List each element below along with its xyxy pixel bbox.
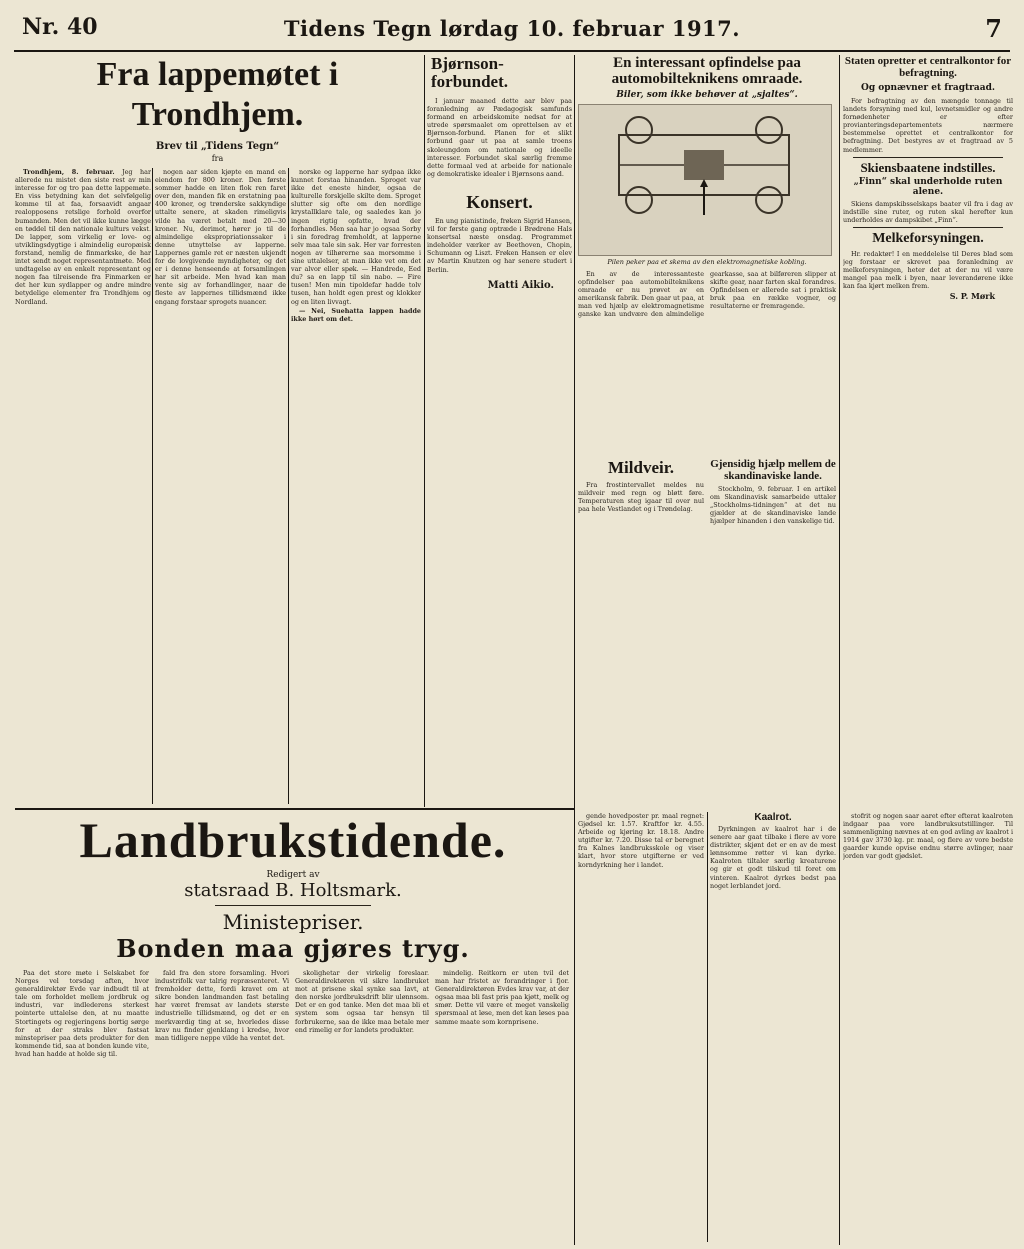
masthead <box>0 14 1024 48</box>
letter-from: fra <box>211 154 224 163</box>
lappemotet-column-1 <box>15 168 151 806</box>
melk-text: Hr. redaktør! I en meddelelse til Deres blad som jeg forstaar er skrevet paa foranledning av melkeforsyningen, heter det at der nu vil være mangel paa melk i byen, naar leverandørene ikke kan faa kjørt melken frem. <box>843 249 1013 291</box>
column-rule <box>707 812 708 1242</box>
column-rule <box>574 55 575 1245</box>
lappemotet-headline: Fra lappemøtet i Trondhjem. <box>96 56 339 133</box>
landbruk-text-4: mindelig. Reitkorn er uten tvil det man har fristet av forandringer i fjor. Generaldirektøren Evdes krav var, at der ogsaa maa bli fast pris paa kjøtt, melk og smør. Dette vil være et meget vanskelig spørsmaal at løse, men det kan løses paa samme maate som kornprisene. <box>435 969 569 1026</box>
column-rule <box>839 55 840 1245</box>
skiens-headline: Skiensbaatene indstilles. <box>860 159 996 175</box>
divider <box>215 905 371 906</box>
divider <box>853 157 1003 158</box>
landbruk-editor: statsraad B. Holtsmark. <box>184 880 402 901</box>
auto-chassis-diagram <box>578 104 832 256</box>
lappemotet-column-2 <box>155 168 286 806</box>
staten-subhead: Og opnævner et fragtraad. <box>861 83 995 93</box>
auto-subhead: Biler, som ikke behøver at „sjaltes“. <box>616 90 798 100</box>
melk-headline: Melkeforsyningen. <box>872 230 984 246</box>
hjelp-headline: Gjensidig hjælp mellem de skandinaviske lande. <box>710 458 836 482</box>
issue-number: Nr. 40 <box>22 14 98 40</box>
landbruk-text-5: gende hovedposter pr. maal regnet: Gjødsel kr. 1.57. Kraftfor kr. 4.55. Arbeide og kjøring kr. 18.18. Andre utgifter kr. 7.20. Disse tal er beregnet fra Kalnes landbruksskole og viser klart, hvor store utgifterne er ved korndyrkning her i landet. <box>578 812 704 869</box>
melk-signature: S. P. Mørk <box>949 291 995 302</box>
auto-headline: En interessant opfindelse paa automobilteknikens omraade. <box>611 55 803 87</box>
lappemotet-endquote: — Nei, Suehatta lappen hadde ikke hørt om det. <box>291 306 421 323</box>
column-rule <box>152 168 153 804</box>
landbruk-column-5 <box>578 812 704 1242</box>
konsert-text: En ung pianistinde, frøken Sigrid Hansen, vil for første gang optræde i Brødrene Hals konsertsal næste onsdag. Programmet indeholder værker av Beethoven, Chopin, Schumann og Liszt. Frøken Hansen er elev av Martin Knutzen og har senere studert i Berlin. <box>427 216 572 274</box>
kaalrot-text: Dyrkningen av kaalrot har i de senere aar gaat tilbake i flere av vore distrikter, skjønt det er en av de mest lønnsomme røtter vi kan dyrke. Kaalroten tiltaler særlig kreaturene og gir et godt tilskud til foret om vinteren. Kaalrot dyrkes bedst paa noget lerblandet jord. <box>710 825 836 890</box>
landbruk-edited-by: Redigert av <box>266 870 320 880</box>
lappemotet-text-2: nogen aar siden kjøpte en mand en eiendom for 800 kroner. Den første sommer hadde en liten flok ren faret over den, manden fik en erstatning paa 400 kroner, og trønderske sakkyndige uttalte senere, at skaden rimeligvis vilde ha været betalt med 20—30 kroner. Nu, derimot, hører jo til de almindelige ekspropriationssaker i denne utnyttelse av lapperne. Lappernes gamle ret er næsten ukjendt for de lovgivende myndigheter, og det er i denne henseende at forsamlingen har sit arbeide. Men hvad kan man vente sig av forhandlinger, naar de fleste av lappernes tillidsmænd ikke engang forstaar sprogets nuancer. <box>155 168 286 306</box>
page-number: 7 <box>985 14 1002 43</box>
skiens-text: Skiens dampskibsselskaps baater vil fra i dag av indstille sine ruter, og ruten skal herefter kun underholdes av dampskibet „Finn“. <box>843 199 1013 224</box>
lappemotet-header <box>15 55 420 165</box>
bjornson-article <box>427 55 572 805</box>
landbruk-section <box>15 812 571 1247</box>
letter-to: Brev til „Tidens Tegn“ <box>155 141 280 152</box>
bjornson-headline: Bjørnson-forbundet. <box>431 55 508 91</box>
masthead-rule <box>14 50 1010 52</box>
landbruk-column-7 <box>843 812 1013 1242</box>
column-rule <box>288 168 289 804</box>
mildveir-headline: Mildveir. <box>608 458 674 477</box>
landbruk-text-2: fald fra den store forsamling. Hvori industrifolk var talrig repræsenteret. Vi fremholder dette, fordi kravet om at sikre bonden landmanden fast betaling har været fremsat av landets største industrielle tillidsmænd, og det er en merkværdig ting at se, hvorledes disse krav nu finder gjenklang i kredse, hvor man tidligere neppe vilde ha ventet det. <box>155 969 289 1042</box>
lappemotet-text-1: Jeg har allerede nu mistet den siste rest av min interesse for og tro paa dette lappemøte. En viss betydning kan det selvfølgelig komme til at faa, forsaavidt angaar realopposens retslige forhold overfor bumanden. Men det vil ikke kunne lægge en tøddel til den nationale kulturs vekst. De lapper, som virkelig er love- og utviklingsdygtige i almindelig europæisk forstand, nemlig de finmarkske, de har intet sendt noget representantmøte. Med undtagelse av en enkelt representant og nogen faa tilreisende fra Finmarken er det her kun sydlapper og andre mindre betydelige elementer fra Trondhjem og Nordland. <box>15 168 151 306</box>
bjornson-text: I januar maaned dette aar blev paa foranledning av Pædagogisk samfunds formand en arbeidskomite nedsat for at utrede spørsmaalet om oprettelsen av et Bjørnson-forbund. Planen for et slikt forbund gaar ut paa at samle troens skoleungdom om nationale og ideelle interesser. Forbundet skal særlig fremme dette formaal ved at arbeide for nationale og demokratiske idealer i Bjørnsons aand. <box>427 97 572 178</box>
lappemotet-text-3: norske og lapperne har sydpaa ikke kunnet forstaa hinanden. Sproget var ikke det eneste hinder, ogsaa de kulturelle forskjelle skilte dem. Sproget slutter sig ofte om den nordlige krystallklare tale, og saaledes kan jo ingen rigtig opfatte, hvad der forhandles. Men saa har jo ogsaa Sorby i sin foredrag fremholdt, at lapperne selv maa tale sin sak. Her var forresten nogen av tilhørerne saa morsomme i sine uttalelser, at man ikke vet om det var alvor eller spøk. — Handrede, Eed du? sa en lapp til sin nabo. — Fire tusen! Men min tipoldefar hadde tolv tusen, han holdt egen prest og klokker og en liten livvagt. <box>291 168 421 306</box>
auto-caption: Pilen peker paa et skema av den elektromagnetiske kobling. <box>607 258 807 266</box>
minister-headline: Ministepriser. <box>222 910 364 934</box>
konsert-headline: Konsert. <box>466 191 533 212</box>
column-rule <box>424 55 425 807</box>
landbruk-headline: Landbrukstidende. <box>79 812 507 868</box>
section-rule <box>15 808 574 810</box>
landbruk-text-3: skolighetar der virkelig foreslaar. Generaldirektøren vil sikre landbruket mot at prisene skal synke saa lavt, at den norske jordbruksdrift blir ulønnsom. Det er en god tanke. Men det maa bli et system som ogsaa tar hensyn til forbrukerne, saa de ikke maa betale mer end rimelig er for landets produkter. <box>295 969 429 1034</box>
staten-article <box>843 55 1013 805</box>
landbruk-text-1: Paa det store møte i Selskabet for Norges vel torsdag aften, hvor generaldirektør Evde var indbudt til at tale om forholdet mellem jordbruk og industri, var indlederens sterkest pointerte uttalelse den, at nu maatte Stortingets og regjeringens bortig sørge for at der straks blev fastsat minstepriser paa dets produkter for den kommende tid, saa at bonden kunde vite, hvad han hadde at holde sig til. <box>15 969 149 1058</box>
chassis-icon <box>579 105 831 255</box>
bonden-headline: Bonden maa gjøres tryg. <box>116 934 470 963</box>
divider <box>853 227 1003 228</box>
bjornson-signature: Matti Aikio. <box>487 279 554 291</box>
newspaper-title: Tidens Tegn lørdag 10. februar 1917. <box>283 16 741 41</box>
skiens-subhead: „Finn“ skal underholde ruten alene. <box>853 176 1003 197</box>
auto-text: En av de interessanteste opfindelser paa automobilteknikens omraade er nu prøvet av en amerikansk fabrik. Den gaar ut paa, at man ved hjælp av elektromagnetisme ganske kan undvære den almindelige gearkasse, saa at bilføreren slipper at skifte gear, naar farten skal forandres. Opfindelsen er allerede sat i praktisk bruk paa en række vogner, og resultaterne er fremragende. <box>578 270 836 319</box>
auto-article <box>578 55 836 805</box>
kaalrot-headline: Kaalrot. <box>754 812 792 823</box>
staten-text: For befragtning av den mængde tonnage til landets forsyning med kul, levnetsmidler og andre fornødenheter er efter provianteringsdepartementets nærmere bestemmelse oprettet et centralkontor for befragtning. Det bestyres av et fragtraad av 5 medlemmer. <box>843 97 1013 154</box>
hjelp-text: Stockholm, 9. februar. I en artikel om Skandinavisk samarbeide uttaler „Stockholms-tidningen“ at det nu gjælder at de skandinaviske lande hjælper hinanden i den vanskelige tid. <box>710 485 836 526</box>
dateline: Trondhjem, 8. februar. <box>23 168 115 176</box>
kaalrot-article <box>710 812 836 1242</box>
mildveir-text: Fra frostintervallet meldes nu mildveir med regn og bløtt føre. Temperaturen steg igaar til over nul paa hele Vestlandet og i Trøndelag. <box>578 481 704 514</box>
lappemotet-column-3 <box>291 168 421 806</box>
landbruk-text-7: stofrit og nogen saar aaret efter efterat kaalroten indgaar paa vore landbruksutstillinger. Til sammenligning nævnes at en god avling av kaalrot i 1914 gav 3730 kg. pr. maal, og flere av vore bedste gaarder kunde opvise endnu større avlinger, naar jorden var godt gjødslet. <box>843 812 1013 861</box>
staten-headline: Staten opretter et centralkontor for befragtning. <box>844 55 1012 79</box>
